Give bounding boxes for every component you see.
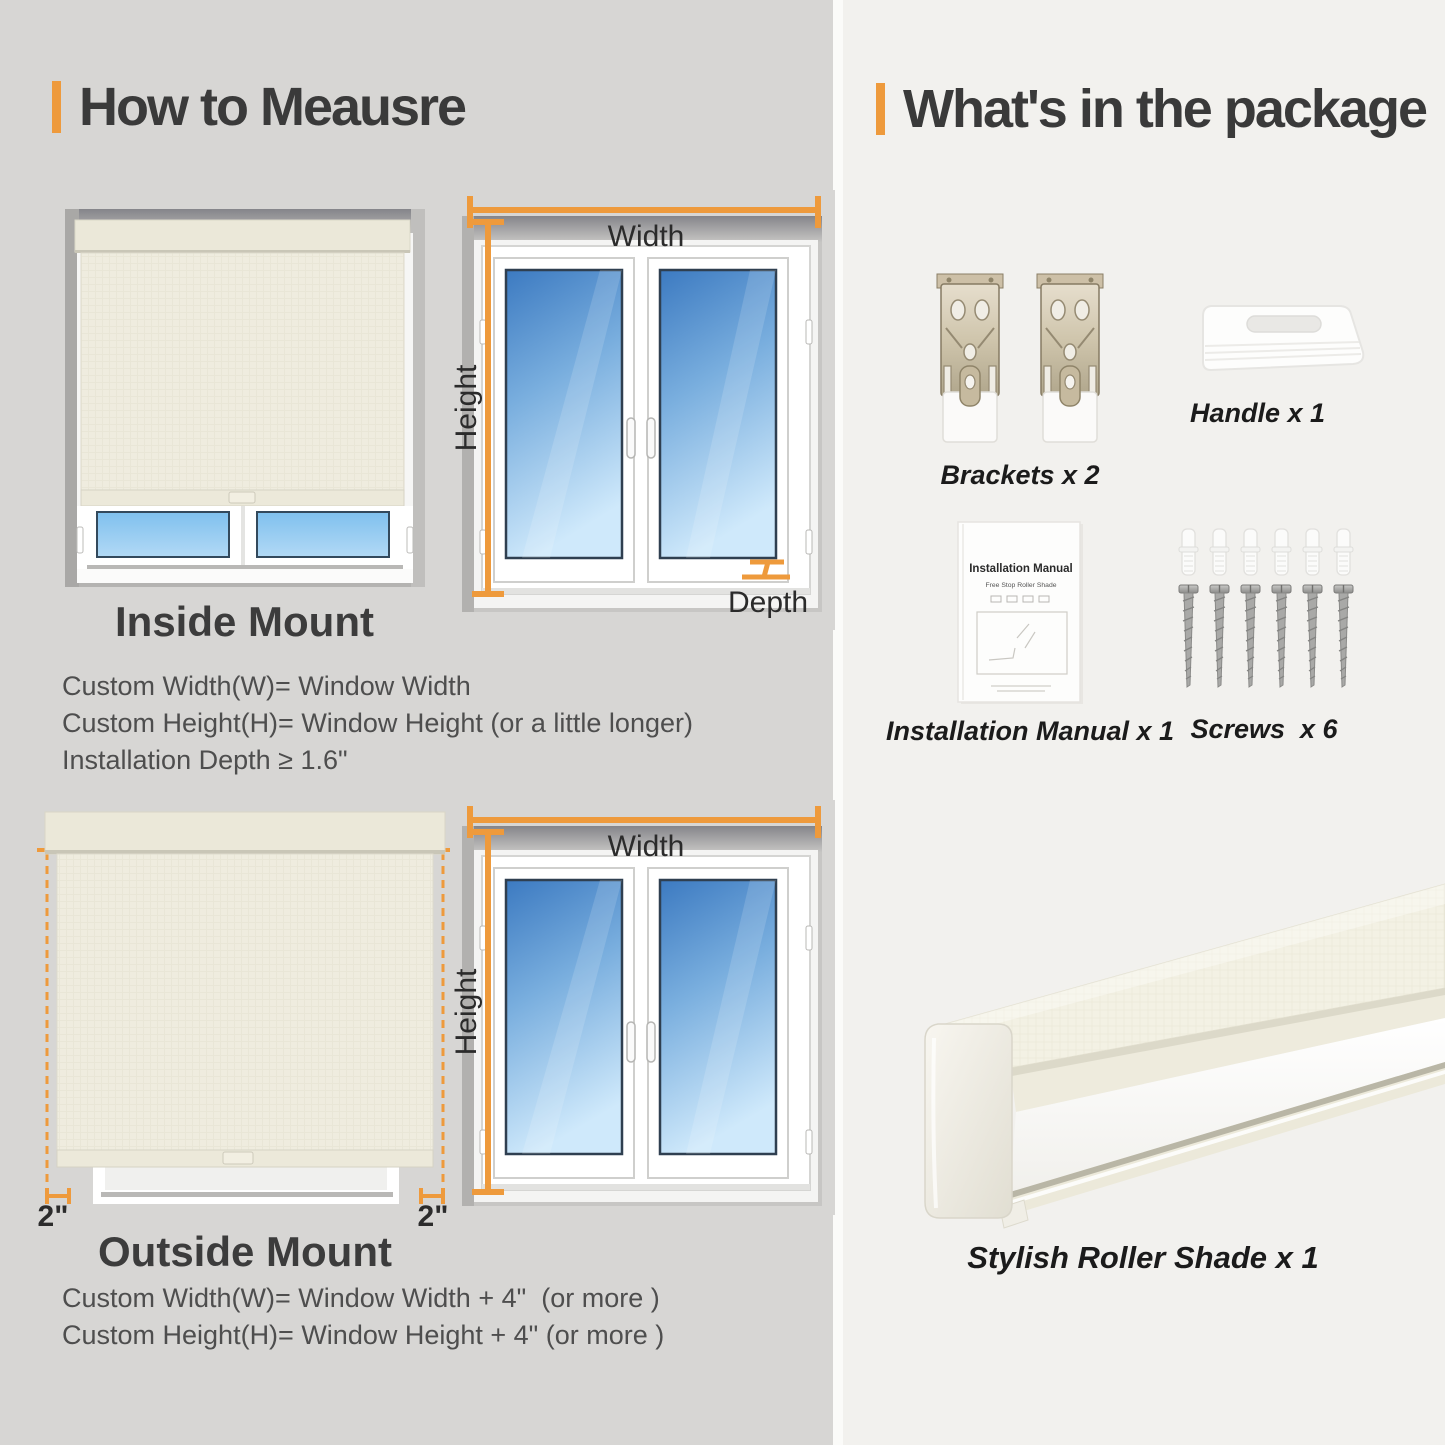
outside-mount-measure-diagram (450, 800, 835, 1215)
inside-mount-measure-diagram (450, 190, 835, 630)
inside-mount-notes (62, 668, 693, 779)
outside-mount-caption: Outside Mount (98, 1228, 392, 1275)
package-header (876, 78, 1426, 140)
manual-cover-subtitle: Free Stop Roller Shade (985, 582, 1057, 589)
outside-mount-illustration (35, 800, 455, 1228)
inside-mount-illustration (57, 197, 432, 597)
width-label: Width (607, 830, 685, 863)
depth-label: Depth (727, 586, 809, 619)
accent-bar (52, 81, 61, 133)
how-to-measure-header (52, 76, 465, 138)
brackets-illustration (930, 272, 1140, 454)
inside-note-line: Installation Depth ≥ 1.6" (62, 745, 348, 775)
handle-label: Handle x 1 (1189, 398, 1326, 428)
how-to-measure-title: How to Meausre (79, 77, 466, 137)
manual-cover-title: Installation Manual (969, 563, 1073, 575)
accent-bar (876, 83, 885, 135)
height-label: Height (450, 968, 483, 1056)
width-label: Width (607, 220, 685, 253)
screws (1179, 585, 1353, 687)
roller-shade-illustration (920, 878, 1445, 1238)
manual-illustration (955, 520, 1087, 710)
outside-note-line: Custom Width(W)= Window Width + 4" (or more ) (62, 1283, 660, 1313)
wall-anchors (1179, 529, 1353, 575)
screws-label: Screws x 6 (1190, 714, 1338, 744)
height-label: Height (450, 364, 483, 452)
bracket (937, 274, 1103, 442)
inside-note-line: Custom Height(H)= Window Height (or a little longer) (62, 708, 693, 738)
right-gap-label: 2" (417, 1200, 449, 1228)
outside-note-line: Custom Height(H)= Window Height + 4" (or more ) (62, 1320, 665, 1350)
roller-shade-label: Stylish Roller Shade x 1 (967, 1240, 1319, 1275)
left-gap-label: 2" (37, 1200, 69, 1228)
brackets-label: Brackets x 2 (940, 460, 1100, 490)
outside-mount-notes (62, 1280, 664, 1354)
handle-illustration (1195, 298, 1370, 393)
inside-note-line: Custom Width(W)= Window Width (62, 671, 471, 701)
manual-label: Installation Manual x 1 (885, 716, 1175, 746)
package-title: What's in the package (903, 79, 1426, 139)
screws-illustration (1172, 525, 1360, 697)
inside-mount-caption: Inside Mount (115, 598, 374, 645)
